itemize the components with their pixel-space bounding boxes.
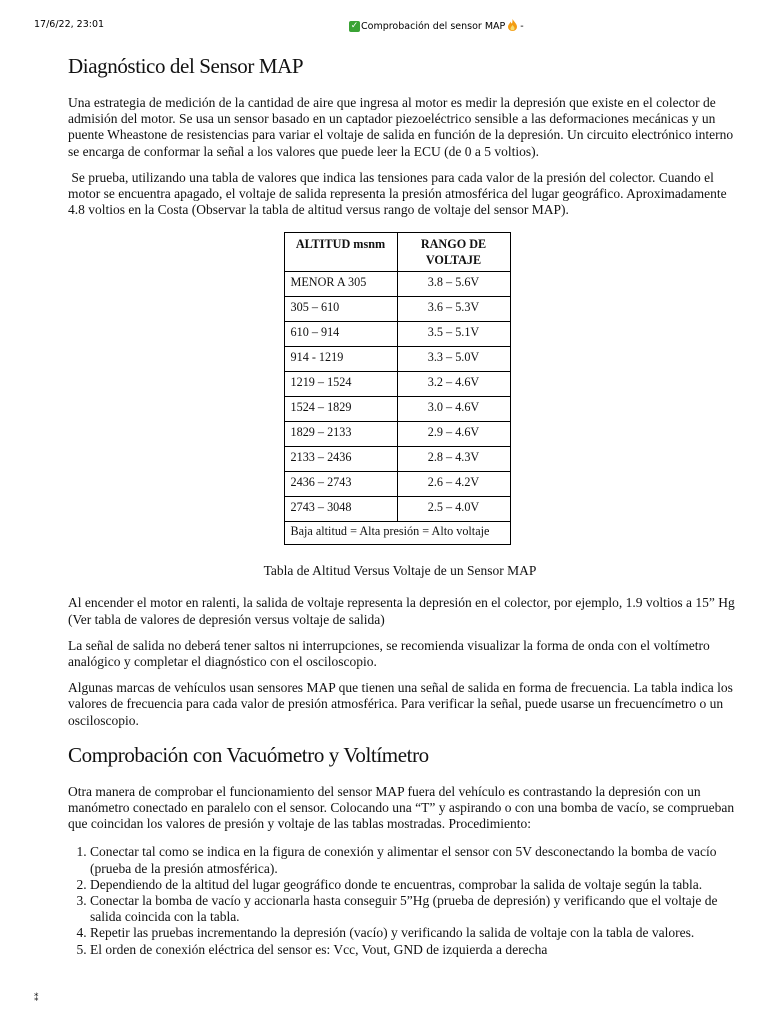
altitude-cell: 305 – 610 (284, 297, 397, 322)
table-row (284, 472, 510, 497)
list-item: 2. Dependiendo de la altitud del lugar geográfico donde te encuentras, comprobar la salida de voltaje según la tabla. (90, 877, 736, 893)
altitude-cell: 610 – 914 (284, 322, 397, 347)
article (68, 48, 736, 958)
voltage-cell: 2.8 – 4.3V (397, 447, 510, 472)
voltage-cell: 3.8 – 5.6V (397, 272, 510, 297)
list-item: 1. Conectar tal como se indica en la figura de conexión y alimentar el sensor con 5V desconectando la bomba de vacío (prueba de la presión atmosférica). (90, 844, 736, 876)
print-title-suffix: - (520, 21, 524, 32)
list-item: 3. Conectar la bomba de vacío y accionarla hasta conseguir 5”Hg (prueba de depresión) y verificando que el voltaje de salida coincida con la tabla. (90, 893, 736, 925)
voltage-cell: 2.6 – 4.2V (397, 472, 510, 497)
altitude-cell: 1219 – 1524 (284, 372, 397, 397)
check-icon: ✓ (350, 21, 359, 31)
section-heading: Comprobación con Vacuómetro y Voltímetro (68, 742, 429, 767)
altitude-cell: 2743 – 3048 (284, 497, 397, 522)
altitude-cell: 1829 – 2133 (284, 422, 397, 447)
altitude-cell: 914 - 1219 (284, 347, 397, 372)
paragraph: Al encender el motor en ralenti, la salida de voltaje representa la depresión en el colector, por ejemplo, 1.9 voltios a 15” Hg (Ver tabla de valores de depresión versus voltaje de salida) (68, 595, 735, 627)
table-row (284, 272, 510, 297)
table-caption: Tabla de Altitud Versus Voltaje de un Sensor MAP (263, 563, 537, 579)
voltage-cell: 3.3 – 5.0V (397, 347, 510, 372)
altitude-cell: MENOR A 305 (284, 272, 397, 297)
altitude-voltage-table (284, 232, 511, 545)
list-item: 4. Repetir las pruebas incrementando la depresión (vacío) y verificando la salida de voltaje con la tabla de valores. (90, 925, 736, 941)
table-row (284, 422, 510, 447)
table-row (284, 447, 510, 472)
paragraph: Una estrategia de medición de la cantidad de aire que ingresa al motor es medir la depresión que existe en el colector de admisión del motor. Se usa un sensor basado en un captador piezoeléctrico sensible a las deformaciones mecánicas y un puente Wheastone de resistencias para variar el voltaje de salida en función de la depresión. Un circuito electrónico interno se encarga de conformar la señal a los valores que puede leer la ECU (de 0 a 5 voltios). (68, 95, 734, 159)
table-header-row (284, 233, 510, 272)
list-item: 5. El orden de conexión eléctrica del sensor es: Vcc, Vout, GND de izquierda a derecha (90, 942, 736, 958)
voltage-cell: 2.9 – 4.6V (397, 422, 510, 447)
table-row (284, 397, 510, 422)
column-header-altitude: ALTITUD msnm (284, 233, 397, 272)
flame-icon (508, 19, 517, 34)
section-heading: Diagnóstico del Sensor MAP (68, 54, 304, 78)
table-row (284, 372, 510, 397)
table-note-row (284, 522, 510, 545)
print-title (349, 19, 524, 34)
paragraph: Algunas marcas de vehículos usan sensores MAP que tienen una señal de salida en forma de frecuencia. La tabla indica los valores de frecuencia para cada valor de presión atmosférica. Para verificar la señal, puede usarse un frecuencímetro o un osciloscopio. (68, 680, 733, 728)
footer-mark: ⁑ (34, 994, 39, 1004)
voltage-cell: 3.0 – 4.6V (397, 397, 510, 422)
table-row (284, 297, 510, 322)
voltage-cell: 2.5 – 4.0V (397, 497, 510, 522)
procedure-list (68, 844, 736, 957)
table-note: Baja altitud = Alta presión = Alto voltaje (284, 522, 510, 545)
voltage-cell: 3.5 – 5.1V (397, 322, 510, 347)
altitude-cell: 1524 – 1829 (284, 397, 397, 422)
altitude-cell: 2133 – 2436 (284, 447, 397, 472)
paragraph: Otra manera de comprobar el funcionamiento del sensor MAP fuera del vehículo es contrastando la depresión con un manómetro conectado en paralelo con el sensor. Colocando una “T” y aspirando o con una bomba de vacío, se comprueban que coincidan los valores de presión y voltaje de las tablas mostradas. Procedimiento: (68, 783, 735, 832)
table-row (284, 322, 510, 347)
print-date: 17/6/22, 23:01 (34, 19, 105, 30)
table-row (284, 347, 510, 372)
voltage-cell: 3.2 – 4.6V (397, 372, 510, 397)
table-row (284, 497, 510, 522)
voltage-cell: 3.6 – 5.3V (397, 297, 510, 322)
table-container (68, 232, 736, 545)
column-header-voltage: RANGO DE VOLTAJE (397, 233, 510, 272)
print-title-text: Comprobación del sensor MAP (361, 21, 506, 32)
paragraph: Se prueba, utilizando una tabla de valores que indica las tensiones para cada valor de la presión del colector. Cuando el motor se encuentra apagado, el voltaje de salida representa la presión atmosférica del lugar geográfico. Aproximadamente 4.8 voltios en la Costa (Observar la tabla de altitud versus rango de voltaje del sensor MAP). (68, 169, 730, 218)
altitude-cell: 2436 – 2743 (284, 472, 397, 497)
paragraph: La señal de salida no deberá tener saltos ni interrupciones, se recomienda visualizar la forma de onda con el voltímetro analógico y completar el diagnóstico con el osciloscopio. (68, 637, 710, 670)
print-header (0, 16, 768, 36)
